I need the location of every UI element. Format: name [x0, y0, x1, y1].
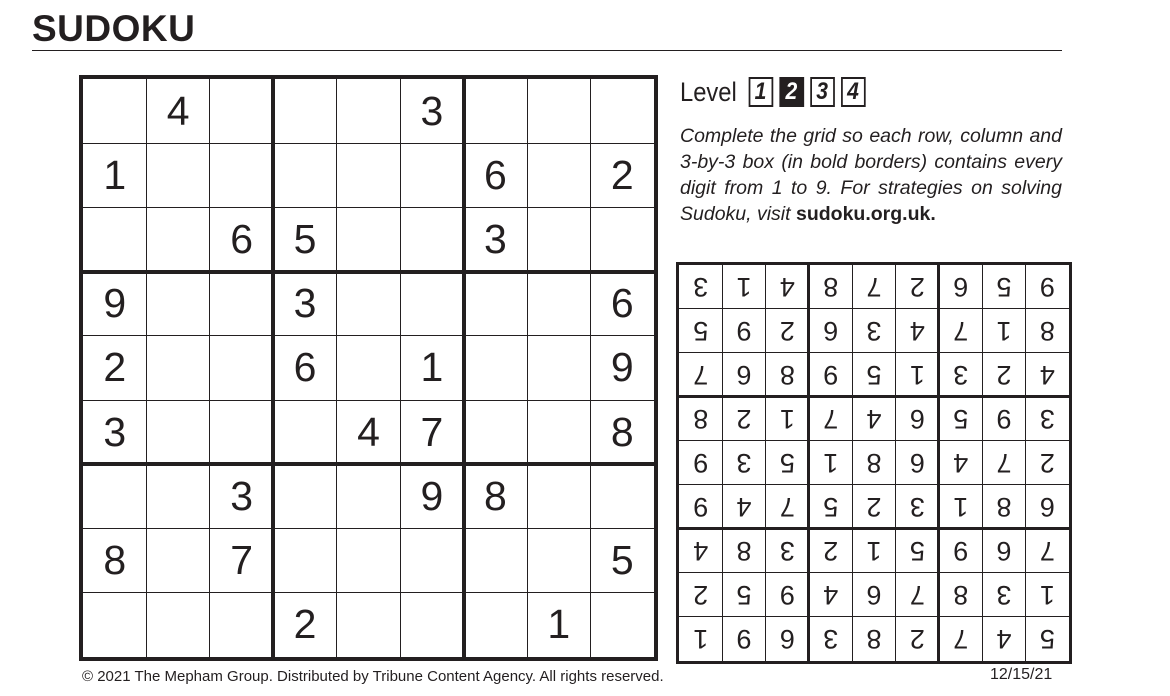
solution-cell: 9: [953, 536, 969, 567]
puzzle-cell: 4: [357, 408, 380, 455]
solution-cell: 3: [996, 580, 1012, 611]
instructions: [680, 123, 1062, 227]
instructions-link: sudoku.org.uk.: [795, 203, 936, 225]
title-divider: [32, 50, 1062, 51]
solution-cell: 2: [736, 404, 752, 435]
solution-cell: 8: [996, 492, 1012, 523]
puzzle-cell: 5: [293, 216, 317, 263]
puzzle-cell: 8: [103, 537, 127, 584]
puzzle-cell: [337, 207, 400, 271]
solution-cell: 2: [909, 624, 925, 655]
solution-cell: 2: [779, 316, 795, 347]
sudoku-puzzle-grid: [79, 75, 658, 661]
solution-cell: 3: [693, 272, 709, 303]
solution-cell: 9: [779, 580, 795, 611]
puzzle-cell: [464, 79, 527, 143]
puzzle-cell: 1: [103, 151, 127, 198]
puzzle-cell: 3: [103, 408, 127, 455]
puzzle-cell: [400, 593, 463, 657]
solution-cell: 8: [736, 536, 752, 567]
puzzle-cell: [337, 79, 400, 143]
puzzle-cell: [527, 529, 590, 593]
solution-cell: 6: [866, 580, 882, 611]
puzzle-cell: [146, 336, 209, 400]
puzzle-cell: [146, 143, 209, 207]
solution-cell: 8: [693, 404, 709, 435]
puzzle-cell: [210, 143, 273, 207]
puzzle-cell: [146, 400, 209, 464]
puzzle-cell: 6: [483, 151, 507, 198]
solution-cell: 5: [1039, 624, 1055, 655]
solution-cell: 7: [909, 580, 925, 611]
level-indicator: [680, 74, 865, 110]
solution-cell: 8: [1039, 316, 1055, 347]
puzzle-cell: 3: [293, 280, 317, 327]
solution-cell: 2: [909, 272, 925, 303]
copyright-footer: © 2021 The Mepham Group. Distributed by Tribune Content Agency. All rights reserved.: [82, 668, 664, 685]
solution-cell: 1: [866, 536, 882, 567]
solution-cell: 6: [909, 448, 925, 479]
puzzle-cell: [83, 464, 146, 528]
puzzle-cell: [273, 143, 336, 207]
solution-cell: 9: [1039, 272, 1055, 303]
solution-cell: 8: [823, 272, 839, 303]
puzzle-cell: 3: [420, 87, 444, 134]
puzzle-cell: [273, 400, 336, 464]
solution-grid: [676, 262, 1072, 664]
puzzle-cell: 9: [420, 472, 444, 519]
puzzle-cell: [146, 272, 209, 336]
puzzle-cell: [464, 272, 527, 336]
puzzle-cell: [210, 272, 273, 336]
solution-cell: 3: [953, 360, 969, 391]
solution-cell: 8: [866, 624, 882, 655]
solution-cell: 4: [693, 536, 709, 567]
puzzle-cell: [146, 593, 209, 657]
puzzle-cell: [210, 400, 273, 464]
solution-cell: 9: [736, 316, 752, 347]
solution-cell: 5: [693, 316, 709, 347]
solution-cell: 9: [823, 360, 839, 391]
solution-cell: 2: [1039, 448, 1055, 479]
puzzle-cell: [83, 593, 146, 657]
solution-cell: 8: [953, 580, 969, 611]
solution-cell: 5: [866, 360, 882, 391]
solution-cell: 7: [953, 316, 969, 347]
solution-cell: 7: [823, 404, 839, 435]
puzzle-cell: 2: [610, 151, 634, 198]
puzzle-cell: [464, 593, 527, 657]
puzzle-cell: [83, 79, 146, 143]
solution-cell: 1: [1039, 580, 1055, 611]
puzzle-cell: 6: [293, 344, 317, 391]
solution-cell: 4: [736, 492, 752, 523]
solution-cell: 6: [736, 360, 752, 391]
puzzle-cell: [146, 464, 209, 528]
solution-cell: 5: [953, 404, 969, 435]
page-title: SUDOKU: [32, 8, 196, 49]
puzzle-cell: [400, 143, 463, 207]
level-option-1: 1: [748, 77, 773, 107]
solution-cell: 9: [996, 404, 1012, 435]
solution-cell: 2: [996, 360, 1012, 391]
puzzle-cell: [210, 593, 273, 657]
level-option-4: 4: [841, 77, 866, 107]
puzzle-cell: 5: [610, 537, 634, 584]
puzzle-cell: [400, 207, 463, 271]
solution-cell: 3: [779, 536, 795, 567]
solution-cell: 5: [996, 272, 1012, 303]
solution-cell: 6: [779, 624, 795, 655]
puzzle-cell: [527, 207, 590, 271]
puzzle-cell: [83, 207, 146, 271]
puzzle-cell: [400, 529, 463, 593]
puzzle-cell: 9: [610, 344, 634, 391]
publish-date: 12/15/21: [990, 666, 1053, 683]
solution-cell: 1: [953, 492, 969, 523]
puzzle-cell: [337, 336, 400, 400]
level-option-3: 3: [810, 77, 835, 107]
solution-cell: 7: [693, 360, 709, 391]
puzzle-cell: 2: [293, 601, 317, 648]
puzzle-cell: [591, 79, 654, 143]
solution-cell: 6: [996, 536, 1012, 567]
solution-cell: 7: [1039, 536, 1055, 567]
solution-cell: 4: [779, 272, 795, 303]
puzzle-cell: [591, 593, 654, 657]
puzzle-cell: 8: [483, 472, 507, 519]
puzzle-cell: [337, 464, 400, 528]
puzzle-cell: [527, 400, 590, 464]
puzzle-cell: 8: [610, 408, 634, 455]
solution-cell: 5: [736, 580, 752, 611]
puzzle-cell: 1: [420, 344, 444, 391]
solution-cell: 4: [866, 404, 882, 435]
solution-cell: 6: [909, 404, 925, 435]
solution-cell: 6: [953, 272, 969, 303]
puzzle-cell: 6: [610, 280, 634, 327]
solution-cell: 1: [996, 316, 1012, 347]
solution-cell: 9: [736, 624, 752, 655]
solution-cell: 8: [779, 360, 795, 391]
solution-cell: 3: [736, 448, 752, 479]
solution-cell: 5: [779, 448, 795, 479]
puzzle-cell: [527, 79, 590, 143]
puzzle-cell: [591, 464, 654, 528]
puzzle-cell: [273, 79, 336, 143]
puzzle-cell: 6: [230, 216, 253, 263]
instructions-text: Complete the grid so each row, column and 3-by-3 box (in bold borders) contains every digit from 1 to 9. For strategies on solving Sudoku, visit: [680, 125, 1062, 225]
solution-cell: 9: [693, 448, 709, 479]
puzzle-cell: [337, 593, 400, 657]
puzzle-cell: [527, 464, 590, 528]
puzzle-cell: [337, 143, 400, 207]
level-label: Level: [680, 76, 737, 107]
solution-cell: 4: [996, 624, 1012, 655]
puzzle-cell: 7: [420, 408, 444, 455]
solution-cell: 1: [909, 360, 925, 391]
puzzle-cell: 9: [103, 280, 127, 327]
puzzle-cell: [527, 336, 590, 400]
puzzle-cell: [210, 336, 273, 400]
solution-cell: 3: [1039, 404, 1055, 435]
solution-cell: 1: [823, 448, 839, 479]
puzzle-cell: 4: [166, 87, 190, 134]
solution-cell: 1: [779, 404, 795, 435]
solution-cell: 7: [866, 272, 882, 303]
solution-cell: 6: [1039, 492, 1055, 523]
solution-cell: 5: [909, 536, 925, 567]
solution-cell: 7: [953, 624, 969, 655]
solution-cell: 9: [693, 492, 709, 523]
solution-cell: 3: [909, 492, 925, 523]
solution-cell: 7: [779, 492, 795, 523]
puzzle-cell: [527, 143, 590, 207]
puzzle-cell: 1: [547, 601, 571, 648]
puzzle-cell: [146, 529, 209, 593]
solution-cell: 4: [953, 448, 969, 479]
solution-cell: 4: [1039, 360, 1055, 391]
solution-cell: 1: [693, 624, 709, 655]
puzzle-cell: 3: [230, 472, 253, 519]
puzzle-cell: [337, 272, 400, 336]
solution-cell: 6: [823, 316, 839, 347]
solution-cell: 3: [823, 624, 839, 655]
solution-cell: 4: [823, 580, 839, 611]
solution-cell: 8: [866, 448, 882, 479]
puzzle-cell: [273, 464, 336, 528]
puzzle-cell: 2: [103, 344, 127, 391]
puzzle-cell: [527, 272, 590, 336]
puzzle-cell: [337, 529, 400, 593]
solution-cell: 2: [693, 580, 709, 611]
puzzle-cell: [146, 207, 209, 271]
puzzle-cell: [210, 79, 273, 143]
solution-cell: 5: [823, 492, 839, 523]
puzzle-cell: [464, 400, 527, 464]
solution-cell: 2: [823, 536, 839, 567]
puzzle-cell: [400, 272, 463, 336]
puzzle-cell: [273, 529, 336, 593]
solution-cell: 3: [866, 316, 882, 347]
solution-cell: 2: [866, 492, 882, 523]
solution-cell: 4: [909, 316, 925, 347]
solution-cell: 7: [996, 448, 1012, 479]
puzzle-cell: [464, 529, 527, 593]
puzzle-cell: [591, 207, 654, 271]
puzzle-cell: [464, 336, 527, 400]
puzzle-cell: 7: [230, 537, 253, 584]
level-option-2: 2: [779, 77, 804, 107]
puzzle-cell: 3: [483, 216, 507, 263]
solution-cell: 1: [736, 272, 752, 303]
